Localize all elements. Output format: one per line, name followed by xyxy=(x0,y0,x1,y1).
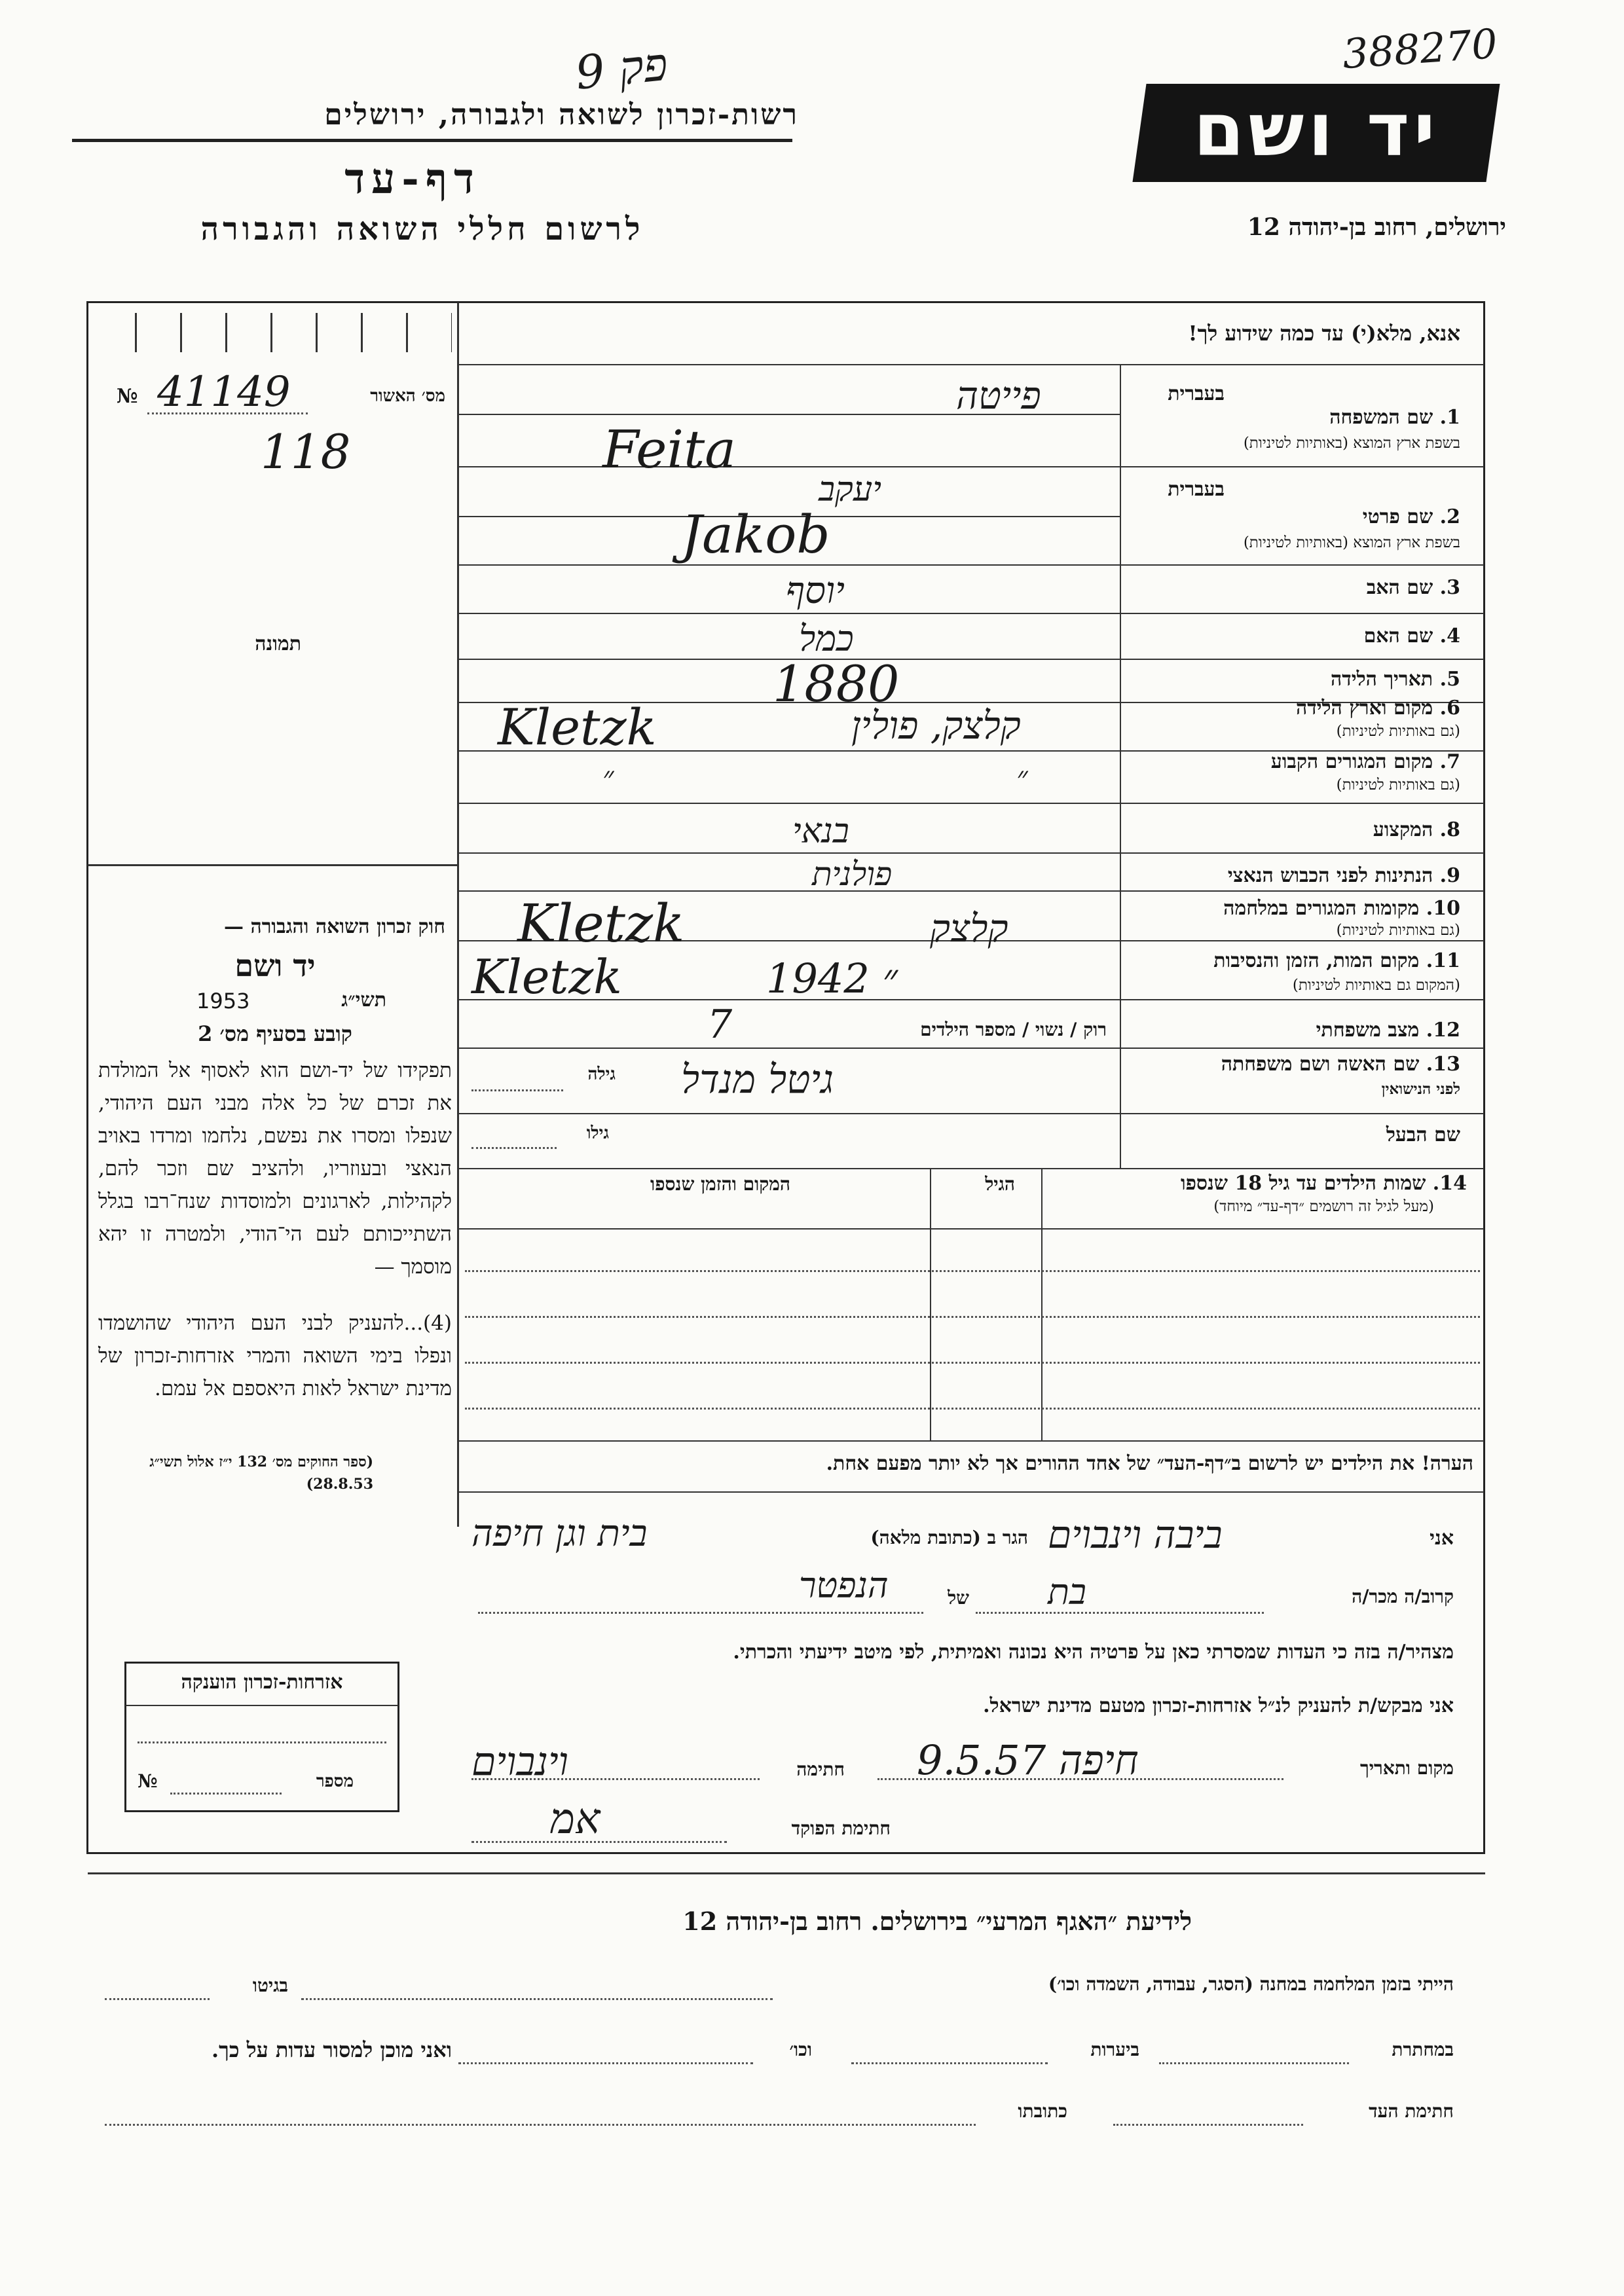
field-2-lang: בעברית xyxy=(1168,478,1225,501)
law-title: חוק זכרון השואה והגבורה — xyxy=(224,915,445,938)
birth-date: 1880 xyxy=(773,655,900,713)
father-name: יוסף xyxy=(786,570,845,612)
footer-heading: לידיעת ״האגף המרעי״ בירושלים. רחוב בן-יהודה 12 xyxy=(682,1906,1192,1936)
field-5-label: 5. תאריך הלידה xyxy=(1331,668,1460,691)
citizenship: פולנית xyxy=(812,855,893,893)
photo-label: תמונה xyxy=(255,632,301,655)
official-signature: אמ xyxy=(550,1795,600,1844)
of-label: של xyxy=(948,1587,969,1609)
residing-label: הגר ב (כתובת מלאה) xyxy=(870,1527,1028,1548)
approval-number: 41149 xyxy=(157,368,291,416)
field-4-label: 4. שם האם xyxy=(1363,625,1460,647)
firstname-hebrew: יעקב xyxy=(819,470,881,509)
place-date-label: מקום ותאריך xyxy=(1359,1757,1454,1779)
surname-hebrew: פייטה xyxy=(956,373,1041,418)
field-1-sub: בשפת ארץ המוצא (באותיות לטיניות) xyxy=(1243,435,1460,452)
address-label: כתובתו xyxy=(1018,2100,1067,2122)
official-dots xyxy=(471,1841,727,1843)
footer-camp-line: הייתי בזמן המלחמה במחנה (הסגר, עבודה, השמדה וכו׳) xyxy=(1048,1973,1454,1995)
firstname-latin: Jakob xyxy=(681,504,830,565)
place-date-value: חיפה 9.5.57 xyxy=(917,1736,1139,1784)
citizenship-box-line xyxy=(126,1705,398,1706)
row-line xyxy=(458,803,1484,804)
marital-options: רוק / נשוי / מספר הילדים xyxy=(920,1019,1107,1040)
father-value: הנפטר xyxy=(799,1565,889,1606)
relation-value: בת xyxy=(1048,1571,1086,1613)
citizenship-request: אני מבקש/ת להעניק לנ״ל אזרחות-זכרון מטעם מדינת ישראל. xyxy=(983,1694,1454,1717)
field-2-label: 2. שם פרטי xyxy=(1362,505,1460,528)
field-11-label: 11. מקום המות, הזמן והנסיבות xyxy=(1213,949,1460,972)
authority-underline xyxy=(72,139,792,142)
declarant-name: ביבה וינבוים xyxy=(1048,1512,1223,1557)
declarant-address: בית וגן חיפה xyxy=(471,1512,648,1555)
children-header-line xyxy=(458,1228,1484,1230)
children-note: הערה! את הילדים יש לרשום ב״דף-העד״ של אחד ההורים אך לא יותר מפעם אחת. xyxy=(826,1452,1473,1475)
children-age-header: הגיל xyxy=(985,1173,1015,1195)
ruler-ticks xyxy=(92,313,452,352)
war-residence-latin: Kletzk xyxy=(517,893,685,954)
residence-ditto: ״ ״ xyxy=(602,759,1225,795)
children-bottom-line xyxy=(458,1440,1484,1442)
field-9-label: 9. הנתינות לפני הכבוש הנאצי xyxy=(1227,864,1460,887)
header-address: ירושלים, רחוב בן-יהודה 12 xyxy=(1247,213,1506,241)
birth-place-hebrew: קלצק, פולין xyxy=(851,703,1021,748)
death-place-latin: Kletzk xyxy=(471,949,622,1004)
row-line xyxy=(458,613,1484,614)
place-date-dots xyxy=(877,1778,1283,1780)
handwritten-ref: פק 9 xyxy=(572,37,671,100)
underground-label: במחתרת xyxy=(1392,2039,1454,2060)
camp-dots xyxy=(301,1998,773,2000)
children-place-header: המקום והזמן שנספו xyxy=(650,1173,790,1195)
field-14-sub: (מעל לגיל זה רושמים ״דף-עד״ מיוחד) xyxy=(1213,1198,1434,1215)
field-13-sub: לפני הנישואין xyxy=(1381,1080,1460,1098)
field-10-label: 10. מקומות המגורים במלחמה xyxy=(1223,897,1460,920)
etc-dots xyxy=(458,2062,753,2064)
citizenship-dots xyxy=(138,1741,386,1743)
law-citation: (ספר החוקים מס׳ 132 י״ז אלול תשי״ג 28.8.53) xyxy=(149,1453,373,1493)
citizenship-number-dots xyxy=(170,1793,282,1795)
field-13-label: 13. שם האשה ושם משפחתה xyxy=(1221,1053,1460,1076)
witness-sig-dots xyxy=(1113,2124,1303,2126)
children-col-divider xyxy=(930,1168,931,1440)
note-underline xyxy=(458,1491,1484,1493)
logo-text: יד ושם xyxy=(1193,88,1439,173)
field-1-label: 1. שם המשפחה xyxy=(1329,406,1460,429)
law-section: קובע בסעיף מס׳ 2 xyxy=(198,1021,352,1046)
field-10-sub: (גם באותיות לטיניות) xyxy=(1336,922,1460,939)
statement: מצהיר/ה בזה כי העדות שמסרתי כאן על פרטיה היא נכונה ואמיתית, לפי מיטב ידיעתי והכרתי. xyxy=(733,1641,1454,1664)
field-12-label: 12. מצב משפחתי xyxy=(1316,1019,1460,1042)
row-line xyxy=(458,659,1484,660)
wife-age-dots xyxy=(471,1089,563,1091)
signature-label: חתימה xyxy=(796,1758,845,1780)
row-line xyxy=(458,852,1484,854)
signature-dots xyxy=(471,1778,760,1780)
official-label: חתימת הפוקד xyxy=(791,1817,891,1839)
row-line xyxy=(458,1168,1484,1169)
law-box-top xyxy=(88,864,458,866)
ghetto-label: בגיטו xyxy=(252,1975,288,1996)
forests-label: ביערות xyxy=(1090,2039,1139,2060)
citizenship-box-title: אזרחות-זכרון הוענקה xyxy=(181,1671,343,1694)
children-count: 7 xyxy=(707,1002,733,1048)
approval-no-symbol: № xyxy=(117,385,138,408)
row-line xyxy=(458,1113,1484,1114)
form-intro: אנא, מלא(י) עד כמה שידוע לך! xyxy=(1188,321,1460,346)
ghetto-dots xyxy=(105,1998,210,2000)
field-3-label: 3. שם האב xyxy=(1366,576,1460,599)
authority-line: רשות-זכרון לשואה ולגבורה, ירושלים xyxy=(324,98,799,132)
law-year: 1953 xyxy=(196,989,250,1013)
field-7-label: 7. מקום המגורים הקבוע xyxy=(1270,750,1460,773)
row-line xyxy=(458,890,1484,892)
etc-label: וכו׳ xyxy=(789,2039,812,2060)
testify-label: ואני מוכן למסור עדות על כך. xyxy=(211,2037,452,2062)
row-line xyxy=(458,1048,1484,1049)
law-name: יד ושם xyxy=(234,948,316,983)
address-dots xyxy=(105,2124,976,2126)
form-subtitle: לרשום חללי השואה והגבורה xyxy=(200,211,644,247)
death-year: 1942 ״ xyxy=(766,955,898,1002)
approval-label: מס׳ האשור xyxy=(370,386,445,406)
signature-value: וינבוים xyxy=(471,1739,569,1785)
field-6-sub: (גם באותיות לטיניות) xyxy=(1336,723,1460,740)
witness-sig-label: חתימת העד xyxy=(1369,2100,1454,2122)
row-line xyxy=(458,564,1484,566)
husband-label: שם הבעל xyxy=(1386,1123,1460,1146)
wife-name: גיטל מנדל xyxy=(681,1057,834,1102)
approval-handwritten: 118 xyxy=(261,424,351,479)
field-2-sub: בשפת ארץ המוצא (באותיות לטיניות) xyxy=(1243,534,1460,551)
children-row xyxy=(465,1316,1480,1318)
approval-dots xyxy=(147,412,308,414)
footer-divider xyxy=(88,1872,1485,1874)
children-row xyxy=(465,1270,1480,1272)
children-row xyxy=(465,1362,1480,1364)
husband-age-dots xyxy=(471,1147,557,1149)
field-6-label: 6. מקום וארץ הלידה xyxy=(1295,697,1460,720)
relation-dots xyxy=(976,1612,1264,1614)
of-dots xyxy=(478,1612,923,1614)
declarant-prefix: אני xyxy=(1430,1527,1454,1550)
archive-number: 388270 xyxy=(1340,19,1499,79)
field-11-sub: (המקום גם באותיות לטיניות) xyxy=(1292,977,1460,994)
form-title: דף-עד xyxy=(344,155,481,204)
left-column-divider xyxy=(457,302,459,1527)
field-7-sub: (גם באותיות לטיניות) xyxy=(1336,776,1460,793)
mother-name: כמל xyxy=(799,618,854,659)
law-year-hebrew: תשי״ג xyxy=(341,989,386,1011)
field-14-label: 14. שמות הילדים עד גיל 18 שנספו xyxy=(1180,1172,1467,1195)
war-residence-hebrew: קלצק xyxy=(930,906,1008,951)
relative-label: קרוב/ה מכר/ה xyxy=(1352,1586,1454,1607)
law-clause: (4)...להעניק לבני העם היהודי שהושמדו ונפלו בימי השואה והמרי אזרחות-זכרון של מדינת ישראל לאות היאספם אל עמם. xyxy=(98,1311,452,1400)
forests-dots xyxy=(851,2062,1048,2064)
intro-underline xyxy=(458,364,1484,365)
citizenship-number-label: מספר xyxy=(316,1772,354,1791)
wife-age-label: גילה xyxy=(587,1065,616,1084)
occupation: בנאי xyxy=(792,812,849,851)
field-8-label: 8. המקצוע xyxy=(1373,818,1460,841)
children-col-divider xyxy=(1041,1168,1043,1440)
law-text: תפקידו של יד-ושם הוא לאסוף אל המולדת את זכרם של כל אלה מבני העם היהודי, שנפלו ומסרו את נפשם, נלחמו ומרדו באויב הנאצי ובעוזריו, ולהציב שם וזכר להם, לקהילות, לארגונים ולמוסדות שנח־רבו בגלל השתייכותם לעם הי־הודי, ולמטרה זו יהא מוסמך — xyxy=(98,1059,452,1279)
children-row xyxy=(465,1408,1480,1410)
husband-age-label: גילו xyxy=(586,1123,609,1143)
birth-place-latin: Kletzk xyxy=(498,698,657,756)
field-1-lang: בעברית xyxy=(1168,382,1225,405)
citizenship-no-symbol: № xyxy=(138,1770,158,1792)
surname-latin: Feita xyxy=(602,419,736,480)
underground-dots xyxy=(1159,2062,1349,2064)
